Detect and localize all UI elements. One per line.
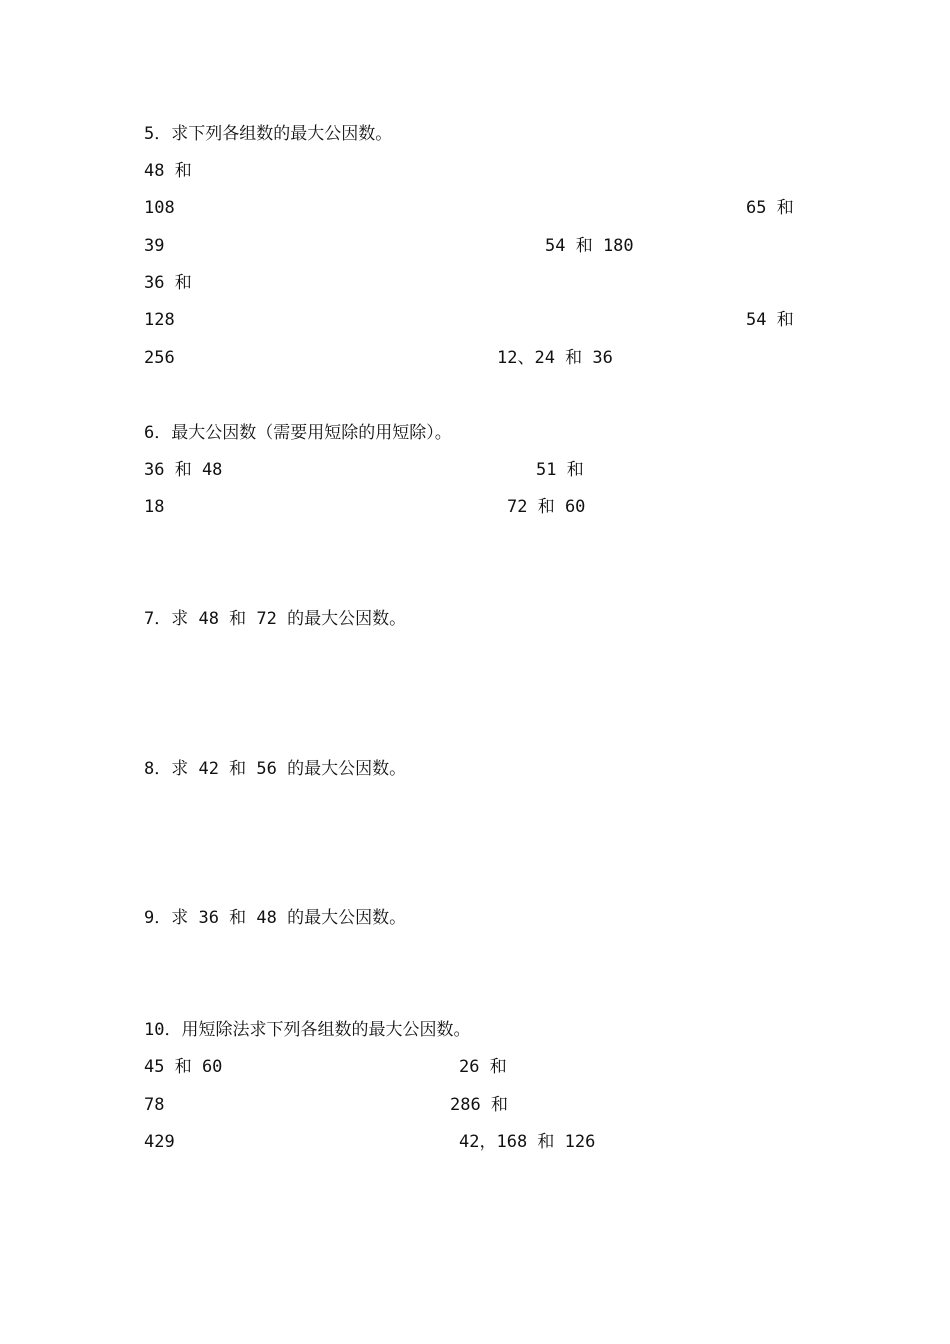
q6-line2-right: 72 和 60 [507, 497, 586, 517]
q5-line6-right: 12、24 和 36 [497, 348, 613, 368]
q6-line1-right: 51 和 [536, 460, 584, 480]
q5-line5-right: 54 和 [746, 310, 794, 330]
q10-line1-right: 26 和 [459, 1057, 507, 1077]
q8-title: 8．求 42 和 56 的最大公因数。 [144, 759, 407, 779]
q10-title: 10．用短除法求下列各组数的最大公因数。 [144, 1020, 471, 1040]
q5-line2-right: 65 和 [746, 198, 794, 218]
q5-line5-left: 128 [144, 310, 175, 330]
q9-title: 9．求 36 和 48 的最大公因数。 [144, 908, 407, 928]
q5-title: 5．求下列各组数的最大公因数。 [144, 124, 393, 144]
q5-line1-left: 48 和 [144, 161, 192, 181]
q10-line3-left: 429 [144, 1132, 175, 1152]
q7-title: 7．求 48 和 72 的最大公因数。 [144, 609, 407, 629]
q5-line3-left: 39 [144, 236, 165, 256]
q5-line3-right: 54 和 180 [545, 236, 634, 256]
q6-line2-left: 18 [144, 497, 165, 517]
q10-line2-left: 78 [144, 1095, 165, 1115]
q10-line3-right: 42，168 和 126 [459, 1132, 596, 1152]
q6-title: 6．最大公因数（需要用短除的用短除）。 [144, 423, 452, 443]
q10-line1-left: 45 和 60 [144, 1057, 223, 1077]
q5-line6-left: 256 [144, 348, 175, 368]
q10-line2-right: 286 和 [450, 1095, 508, 1115]
q6-line1-left: 36 和 48 [144, 460, 223, 480]
q5-line2-left: 108 [144, 198, 175, 218]
q5-line4-left: 36 和 [144, 273, 192, 293]
